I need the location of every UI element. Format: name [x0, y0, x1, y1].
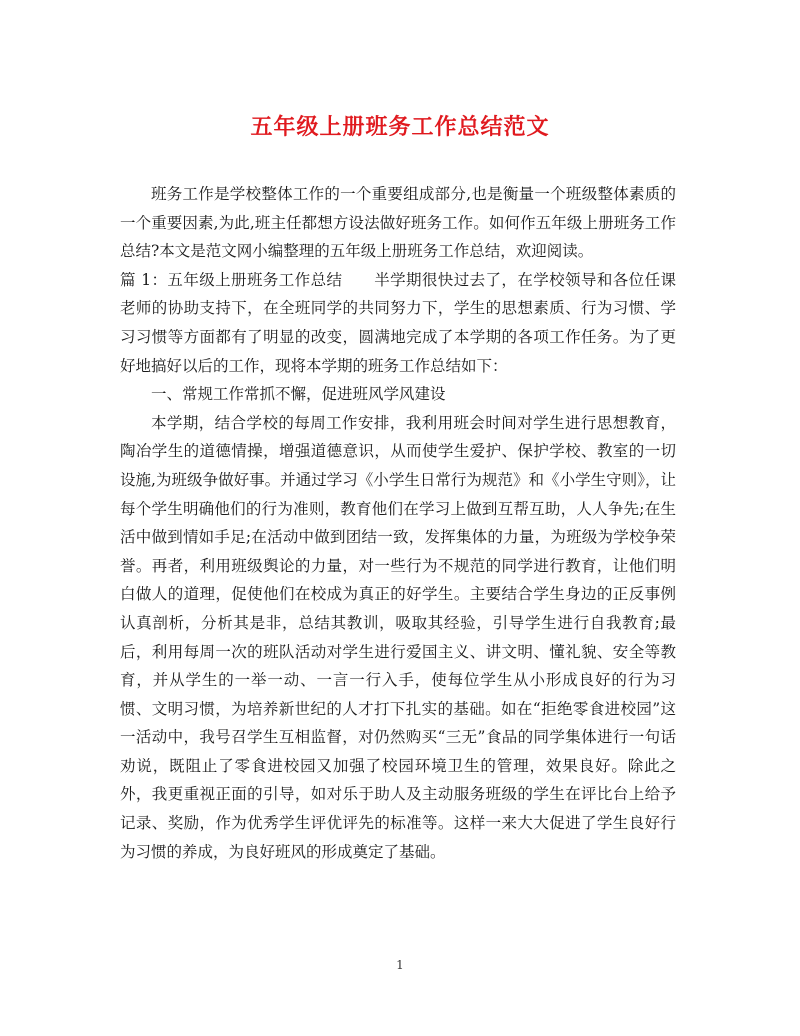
intro-paragraph: 班务工作是学校整体工作的一个重要组成部分,也是衡量一个班级整体素质的一个重要因素,为此,班主任都想方设法做好班务工作。如何作五年级上册班务工作总结?本文是范文网小编整理的五年级上册班务工作总结，欢迎阅读。 — [120, 185, 676, 261]
subheading: 一、常规工作常抓不懈，促进班风学风建设 — [151, 385, 446, 404]
document-body — [120, 180, 676, 866]
page-number: 1 — [396, 958, 404, 972]
page-title: 五年级上册班务工作总结范文 — [250, 115, 550, 140]
section-1-paragraph: 篇 1：五年级上册班务工作总结 半学期很快过去了，在学校领导和各位任课老师的协助支持下，在全班同学的共同努力下，学生的思想素质、行为习惯、学习习惯等方面都有了明显的改变，圆满地完成了本学期的各项工作任务。为了更好地搞好以后的工作，现将本学期的班务工作总结如下： — [120, 270, 676, 375]
body-paragraph: 本学期，结合学校的每周工作安排，我利用班会时间对学生进行思想教育，陶冶学生的道德情操，增强道德意识，从而使学生爱护、保护学校、教室的一切设施,为班级争做好事。并通过学习《小学生日常行为规范》和《小学生守则》，让每个学生明确他们的行为准则，教育他们在学习上做到互帮互助，人人争先;在生活中做到情如手足;在活动中做到团结一致，发挥集体的力量，为班级为学校争荣誉。再者，利用班级舆论的力量，对一些行为不规范的同学进行教育，让他们明白做人的道理，促使他们在校成为真正的好学生。主要结合学生身边的正反事例认真剖析，分析其是非，总结其教训，吸取其经验，引导学生进行自我教育;最后，利用每周一次的班队活动对学生进行爱国主义、讲文明、懂礼貌、安全等教育，并从学生的一举一动、一言一行入手，使每位学生从小形成良好的行为习惯、文明习惯，为培养新世纪的人才打下扎实的基础。如在“拒绝零食进校园”这一活动中，我号召学生互相监督，对仍然购买“三无”食品的同学集体进行一句话劝说，既阻止了零食进校园又加强了校园环境卫生的管理，效果良好。除此之外，我更重视正面的引导，如对乐于助人及主动服务班级的学生在评比台上给予记录、奖励，作为优秀学生评优评先的标准等。这样一来大大促进了学生良好行为习惯的养成，为良好班风的形成奠定了基础。 — [120, 413, 676, 861]
